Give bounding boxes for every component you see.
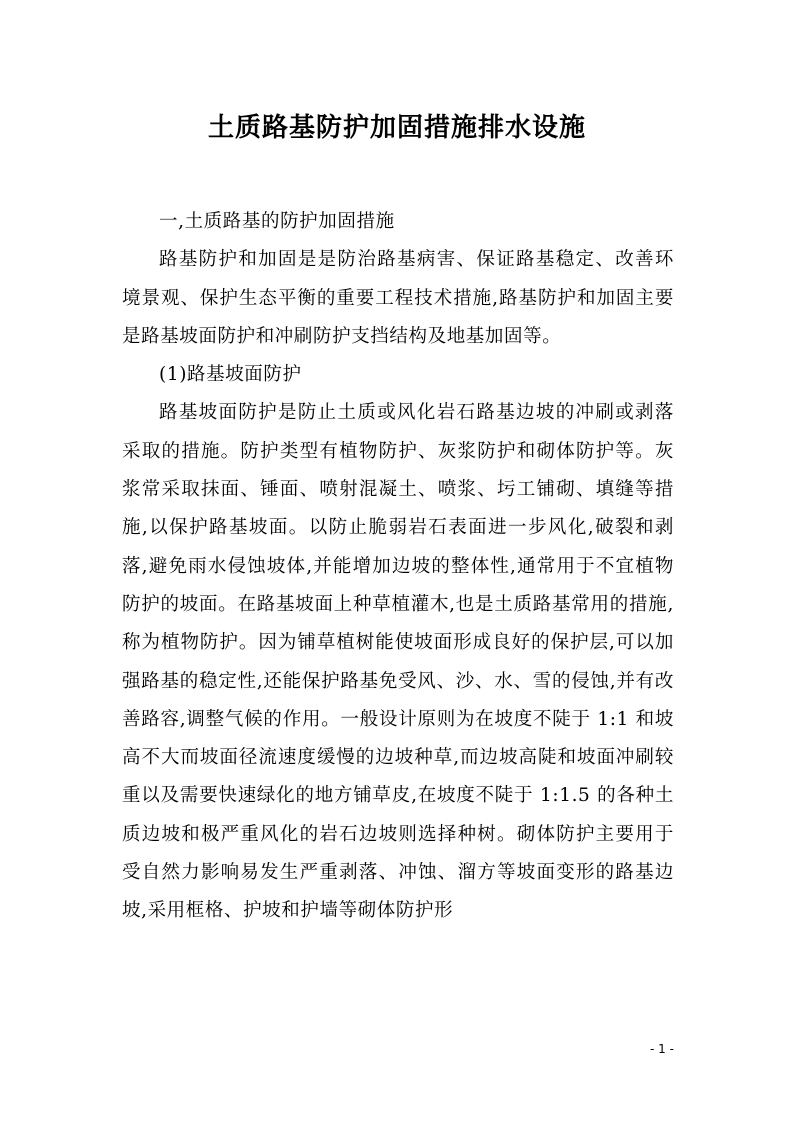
subsection-heading: (1)路基坡面防护 <box>159 364 302 386</box>
paragraph-2: 路基坡面防护是防止土质或风化岩石路基边坡的冲刷或剥落采取的措施。防护类型有植物防护、灰浆防护和砌体防护等。灰浆常采取抹面、锤面、喷射混凝土、喷浆、圬工铺砌、填缝等措施,以保护路基坡面。以防止脆弱岩石表面进一步风化,破裂和剥落,避免雨水侵蚀坡体,并能增加边坡的整体性,通常用于不宜植物防护的坡面。在路基坡面上种草植灌木,也是土质路基常用的措施,称为植物防护。因为铺草植树能使坡面形成良好的保护层,可以加强路基的稳定性,还能保护路基免受风、沙、水、雪的侵蚀,并有改善路容,调整气候的作用。一般设计原则为在坡度不陡于 1:1 和坡高不大而坡面径流速度缓慢的边坡种草,而边坡高陡和坡面冲刷较重以及需要快速绿化的地方铺草皮,在坡度不陡于 1:1.5 的各种土质边坡和极严重风化的岩石边坡则选择种树。砌体防护主要用于受自然力影响易发生严重剥落、冲蚀、溜方等坡面变形的路基边坡,采用框格、护坡和护墙等砌体防护形 <box>122 402 674 922</box>
document-title: 土质路基防护加固措施排水设施 <box>207 113 586 143</box>
paragraph-1: 路基防护和加固是是防治路基病害、保证路基稳定、改善环境景观、保护生态平衡的重要工程技术措施,路基防护和加固主要是路基坡面防护和冲刷防护支挡结构及地基加固等。 <box>122 249 674 347</box>
page-number: - 1 - <box>650 1042 674 1056</box>
section-heading: 一,土质路基的防护加固措施 <box>159 211 395 232</box>
document-body <box>122 203 674 931</box>
